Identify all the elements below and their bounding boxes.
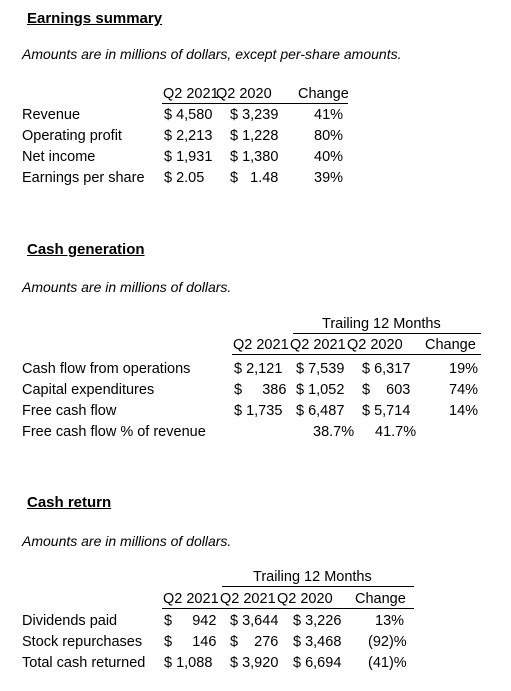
earnings-summary-heading: Earnings summary <box>27 10 163 27</box>
cell-change: 74% <box>449 382 479 398</box>
cash-return-header-q2-2021-ttm: Q2 2021 <box>220 591 276 607</box>
row-label: Net income <box>22 149 96 165</box>
row-label: Revenue <box>22 107 81 123</box>
cell-ttm-2020: $ 6,317 <box>362 361 411 377</box>
cell-ttm-2021: $ 1,052 <box>296 382 345 398</box>
row-label: Cash flow from operations <box>22 361 191 377</box>
cash-return-trailing-header: Trailing 12 Months <box>253 569 372 585</box>
cash-generation-header-q2-2021: Q2 2021 <box>233 337 289 353</box>
cell-change: 80% <box>314 128 344 144</box>
cell-ttm-2021: 38.7% <box>313 424 355 440</box>
cell-change: 40% <box>314 149 344 165</box>
cell-q2-2021: $ 2.05 <box>164 170 205 186</box>
cash-generation-header-rule <box>232 354 481 355</box>
cell-ttm-2020: $ 603 <box>362 382 411 398</box>
cell-q2-2021: $ 1,735 <box>234 403 283 419</box>
cell-q2-2020: $ 1,380 <box>230 149 279 165</box>
cell-ttm-2020: $ 5,714 <box>362 403 411 419</box>
cell-q2-2021: $ 146 <box>164 634 217 650</box>
row-label: Stock repurchases <box>22 634 143 650</box>
cell-q2-2020: $ 3,239 <box>230 107 279 123</box>
cell-change: 14% <box>449 403 479 419</box>
row-label: Total cash returned <box>22 655 146 671</box>
cell-q2-2021: $ 386 <box>234 382 287 398</box>
cell-q2-2021: $ 1,931 <box>164 149 213 165</box>
earnings-header-q2-2021: Q2 2021 <box>163 86 219 102</box>
cash-generation-header-change: Change <box>425 337 476 353</box>
row-label: Free cash flow % of revenue <box>22 424 206 440</box>
cash-generation-header-q2-2020-ttm: Q2 2020 <box>347 337 403 353</box>
cash-generation-trailing-header: Trailing 12 Months <box>322 316 441 332</box>
cash-generation-header-q2-2021-ttm: Q2 2021 <box>290 337 346 353</box>
row-label: Capital expenditures <box>22 382 155 398</box>
cell-change: (92)% <box>368 634 407 650</box>
cell-ttm-2020: $ 3,468 <box>293 634 342 650</box>
earnings-header-change: Change <box>298 86 349 102</box>
cell-change: 19% <box>449 361 479 377</box>
cell-ttm-2021: $ 7,539 <box>296 361 345 377</box>
row-label: Earnings per share <box>22 170 145 186</box>
cell-change: 41% <box>314 107 344 123</box>
cash-return-header-q2-2020-ttm: Q2 2020 <box>277 591 333 607</box>
row-label: Dividends paid <box>22 613 118 629</box>
cell-ttm-2021: $ 276 <box>230 634 279 650</box>
cash-generation-heading: Cash generation <box>27 241 145 258</box>
cell-q2-2021: $ 2,213 <box>164 128 213 144</box>
cell-ttm-2021: $ 3,920 <box>230 655 279 671</box>
cell-change: (41)% <box>368 655 407 671</box>
cell-ttm-2021: $ 6,487 <box>296 403 345 419</box>
cell-ttm-2020: $ 6,694 <box>293 655 342 671</box>
cash-return-note: Amounts are in millions of dollars. <box>22 533 232 549</box>
cell-q2-2020: $ 1,228 <box>230 128 279 144</box>
cash-return-header-q2-2021: Q2 2021 <box>163 591 219 607</box>
cell-q2-2020: $ 1.48 <box>230 170 279 186</box>
cell-ttm-2020: 41.7% <box>375 424 417 440</box>
cell-q2-2021: $ 1,088 <box>164 655 213 671</box>
cash-generation-trailing-rule <box>293 333 481 334</box>
cell-q2-2021: $ 942 <box>164 613 217 629</box>
earnings-header-rule <box>162 103 348 104</box>
row-label: Operating profit <box>22 128 122 144</box>
cell-ttm-2021: $ 3,644 <box>230 613 279 629</box>
cell-change: 13% <box>375 613 405 629</box>
earnings-header-q2-2020: Q2 2020 <box>216 86 272 102</box>
cash-return-heading: Cash return <box>27 494 112 511</box>
cell-ttm-2020: $ 3,226 <box>293 613 342 629</box>
row-label: Free cash flow <box>22 403 117 419</box>
cell-q2-2021: $ 2,121 <box>234 361 283 377</box>
cash-return-header-rule <box>162 608 414 609</box>
cell-change: 39% <box>314 170 344 186</box>
earnings-summary-note: Amounts are in millions of dollars, except per-share amounts. <box>22 46 402 62</box>
cell-q2-2021: $ 4,580 <box>164 107 213 123</box>
cash-return-trailing-rule <box>222 586 414 587</box>
cash-return-header-change: Change <box>355 591 406 607</box>
cash-generation-note: Amounts are in millions of dollars. <box>22 279 232 295</box>
